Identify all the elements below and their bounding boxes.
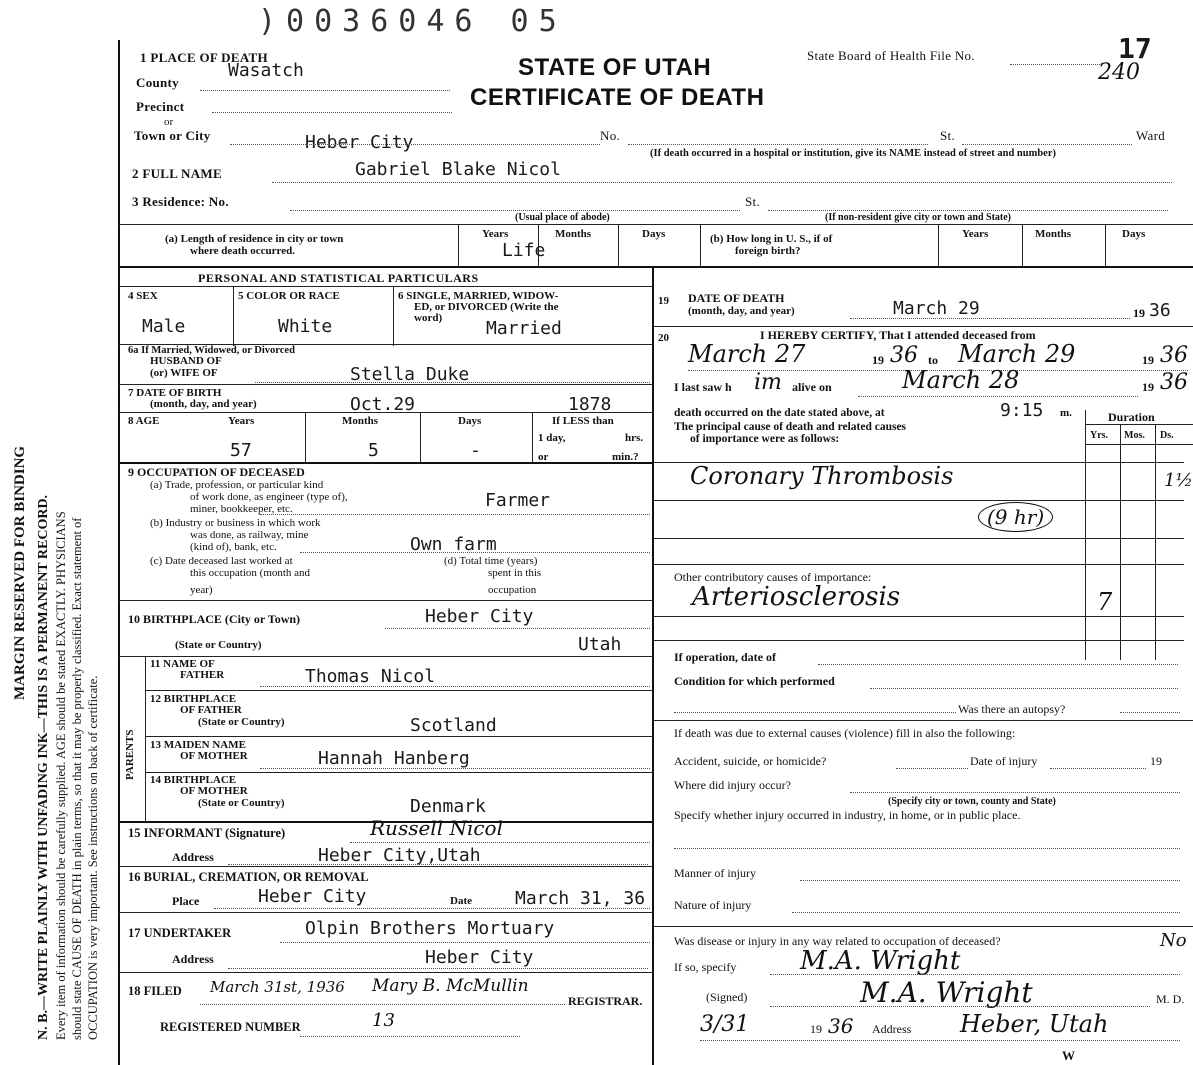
- state-title: STATE OF UTAH: [518, 54, 712, 81]
- autopsy-label: Was there an autopsy?: [958, 702, 1066, 716]
- certify-to-date: March 29: [958, 340, 1076, 368]
- age-years-label: Years: [228, 415, 255, 427]
- file-no-label: State Board of Health File No.: [807, 48, 975, 63]
- st-label: St.: [940, 128, 955, 143]
- mother-label-2: OF MOTHER: [180, 750, 248, 762]
- cause-1: Coronary Thrombosis: [690, 462, 954, 490]
- res-years-label: Years: [482, 228, 509, 240]
- where-note: (Specify city or town, county and State): [888, 796, 1056, 807]
- fbirth-label-3: (State or Country): [198, 716, 285, 728]
- marital-value: Married: [486, 318, 562, 339]
- occ-a-3: miner, bookkeeper, etc.: [190, 503, 293, 515]
- age-label: 8 AGE: [128, 415, 160, 427]
- fbirth-value: Scotland: [410, 715, 497, 736]
- alive-label: alive on: [792, 380, 832, 394]
- registrar-signature: Mary B. McMullin: [372, 976, 529, 996]
- informant-address-label: Address: [172, 850, 214, 864]
- cause-1-note: (9 hr): [978, 502, 1053, 532]
- parents-side-label: PARENTS: [124, 729, 136, 780]
- age-less-1: If LESS than: [552, 415, 614, 427]
- to-year-prefix: 19: [1142, 353, 1154, 367]
- us-label-2: foreign birth?: [735, 245, 801, 257]
- principal-1: The principal cause of death and related causes: [674, 421, 907, 433]
- or-label: or: [164, 116, 174, 128]
- us-years-label: Years: [962, 228, 989, 240]
- occ-a-1: (a) Trade, profession, or particular kind: [150, 479, 324, 491]
- physician-sig-1: M.A. Wright: [800, 946, 961, 976]
- occ-b-3: (kind of), bank, etc.: [190, 541, 277, 553]
- sex-label: 4 SEX: [128, 290, 158, 302]
- ward-label: Ward: [1136, 128, 1166, 143]
- m-label: m.: [1060, 407, 1072, 419]
- death-date-label-2: (month, day, and year): [688, 305, 795, 317]
- county-value: Wasatch: [228, 60, 304, 81]
- occupation-label: 9 OCCUPATION OF DECEASED: [128, 465, 305, 479]
- mother-label-1: 13 MAIDEN NAME: [150, 739, 246, 751]
- occ-d-2: spent in this: [488, 567, 542, 579]
- certify-from-year: 36: [890, 343, 918, 368]
- from-year-prefix: 19: [872, 353, 884, 367]
- town-value: Heber City: [305, 132, 414, 153]
- ds-label: Ds.: [1160, 430, 1174, 441]
- age-less-2: 1 day,: [538, 432, 566, 444]
- reg-no-value: 13: [372, 1010, 395, 1031]
- mother-value: Hannah Hanberg: [318, 748, 470, 769]
- signed-label: (Signed): [706, 990, 748, 1004]
- md-label: M. D.: [1156, 992, 1185, 1006]
- external-label: If death was due to external causes (violence) fill in also the following:: [674, 726, 1016, 740]
- color-value: White: [278, 316, 333, 337]
- abode-note: (Usual place of abode): [515, 212, 610, 223]
- length-label-1: (a) Length of residence in city or town: [165, 233, 344, 245]
- certify-num: 20: [658, 332, 669, 344]
- nature-label: Nature of injury: [674, 898, 752, 912]
- file-no-b: 240: [1098, 60, 1140, 85]
- father-label-1: 11 NAME OF: [150, 658, 215, 670]
- father-label-2: FATHER: [180, 669, 225, 681]
- specify-label: Specify whether injury occurred in industry, in home, or in public place.: [674, 808, 1021, 822]
- marital-label-3: word): [414, 312, 443, 324]
- yrs-label: Yrs.: [1090, 430, 1109, 441]
- injury-year-prefix: 19: [1150, 754, 1162, 768]
- signed-year-prefix: 19: [810, 1022, 822, 1036]
- us-months-label: Months: [1035, 228, 1072, 240]
- informant-label: 15 INFORMANT (Signature): [128, 826, 286, 840]
- age-days-label: Days: [458, 415, 482, 427]
- occ-c-1: (c) Date deceased last worked at: [150, 555, 293, 567]
- burial-date-label: Date: [450, 895, 472, 907]
- accident-label: Accident, suicide, or homicide?: [674, 754, 827, 768]
- occ-a-2: of work done, as engineer (type of),: [190, 491, 348, 503]
- undertaker-value: Olpin Brothers Mortuary: [305, 918, 555, 939]
- hospital-note: (If death occurred in a hospital or institution, give its NAME instead of street and number): [650, 148, 1057, 159]
- occ-b-1: (b) Industry or business in which work: [150, 517, 321, 529]
- full-name-label: 2 FULL NAME: [132, 166, 222, 181]
- marital-label-1: 6 SINGLE, MARRIED, WIDOW-: [398, 290, 559, 302]
- death-year: 36: [1149, 300, 1171, 321]
- length-label-2: where death occurred.: [190, 245, 295, 257]
- mbirth-label-2: OF MOTHER: [180, 785, 248, 797]
- margin-binding-note: MARGIN RESERVED FOR BINDING: [12, 445, 28, 700]
- dob-label-2: (month, day, and year): [150, 398, 257, 410]
- occ-d-3: occupation: [488, 584, 537, 596]
- color-label: 5 COLOR OR RACE: [238, 290, 340, 302]
- physician-sig-2: M.A. Wright: [860, 976, 1033, 1009]
- age-less-min: min.?: [612, 451, 639, 463]
- occ-d-1: (d) Total time (years): [444, 555, 538, 567]
- spouse-label-1: 6a If Married, Widowed, or Divorced: [128, 345, 295, 356]
- occ-a-value: Farmer: [485, 490, 551, 511]
- county-label: County: [136, 75, 179, 90]
- death-num: 19: [658, 295, 669, 307]
- certify-to-label: to: [928, 353, 938, 367]
- burial-place-label: Place: [172, 894, 200, 908]
- death-year-prefix: 19: [1133, 306, 1145, 320]
- spouse-value: Stella Duke: [350, 364, 470, 385]
- undertaker-address: Heber City: [425, 947, 534, 968]
- marital-label-2: ED, or DIVORCED (Write the: [414, 301, 559, 313]
- last-saw-him: im: [754, 370, 782, 395]
- age-less-or: or: [538, 451, 549, 463]
- serial-number: )0036046 05: [258, 4, 567, 39]
- town-label: Town or City: [134, 128, 211, 143]
- contrib-1-dur: 7: [1097, 588, 1113, 616]
- us-label-1: (b) How long in U. S., if of: [710, 233, 833, 245]
- age-months-value: 5: [368, 440, 379, 461]
- occupation-related-answer: No: [1160, 930, 1187, 951]
- margin-instructions-2: should state CAUSE OF DEATH in plain terms, so that it may be properly classified. Exact statement of: [70, 517, 84, 1040]
- certify-to-year: 36: [1160, 343, 1188, 368]
- signed-date: 3/31: [700, 1012, 750, 1037]
- manner-label: Manner of injury: [674, 866, 756, 880]
- last-saw-label: I last saw h: [674, 380, 732, 394]
- filed-date: March 31st, 1936: [210, 978, 345, 996]
- certify-text: I HEREBY CERTIFY, That I attended deceased from: [760, 328, 1036, 342]
- birthplace-state: Utah: [578, 634, 622, 655]
- birthplace-label: 10 BIRTHPLACE (City or Town): [128, 612, 301, 626]
- father-value: Thomas Nicol: [305, 666, 436, 687]
- age-days-value: -: [470, 440, 481, 461]
- certificate-title: CERTIFICATE OF DEATH: [470, 84, 765, 111]
- last-saw-year-prefix: 19: [1142, 380, 1154, 394]
- spouse-label-2: HUSBAND OF: [150, 355, 222, 367]
- occupation-related-label: Was disease or injury in any way related to occupation of deceased?: [674, 934, 1001, 948]
- undertaker-label: 17 UNDERTAKER: [128, 926, 232, 940]
- age-years-value: 57: [230, 440, 252, 461]
- file-no-a: 17: [1118, 32, 1152, 65]
- principal-2: of importance were as follows:: [690, 433, 840, 445]
- reg-no-label: REGISTERED NUMBER: [160, 1020, 301, 1034]
- sex-value: Male: [142, 316, 186, 337]
- injury-date-label: Date of injury: [970, 754, 1038, 768]
- registrar-label: REGISTRAR.: [568, 994, 643, 1008]
- us-days-label: Days: [1122, 228, 1146, 240]
- burial-place: Heber City: [258, 886, 367, 907]
- full-name-value: Gabriel Blake Nicol: [355, 159, 561, 180]
- mos-label: Mos.: [1124, 430, 1145, 441]
- occ-b-2: was done, as railway, mine: [190, 529, 309, 541]
- physician-address: Heber, Utah: [960, 1010, 1109, 1038]
- residence-st-label: St.: [745, 194, 760, 209]
- spouse-label-3: (or) WIFE OF: [150, 367, 218, 379]
- no-label: No.: [600, 128, 621, 143]
- margin-instructions-1: Every item of information should be carefully supplied. AGE should be stated EXACTLY. PHYSICIANS: [54, 511, 68, 1040]
- operation-date-label: If operation, date of: [674, 650, 776, 664]
- burial-date: March 31, 36: [515, 888, 646, 909]
- res-days-label: Days: [642, 228, 666, 240]
- birthplace-state-label: (State or Country): [175, 639, 262, 651]
- contrib-1: Arteriosclerosis: [692, 582, 901, 612]
- burial-label: 16 BURIAL, CREMATION, OR REMOVAL: [128, 870, 369, 884]
- mbirth-value: Denmark: [410, 796, 486, 817]
- margin-permanent-record-note: N. B.—WRITE PLAINLY WITH UNFADING INK—THIS IS A PERMANENT RECORD.: [36, 494, 51, 1040]
- mbirth-label-3: (State or Country): [198, 797, 285, 809]
- death-time: 9:15: [1000, 400, 1044, 421]
- where-label: Where did injury occur?: [674, 778, 791, 792]
- occurred-label: death occurred on the date stated above, at: [674, 407, 885, 419]
- res-years-value: Life: [502, 240, 546, 261]
- residence-label: 3 Residence: No.: [132, 194, 229, 209]
- physician-address-label: Address: [872, 1022, 912, 1036]
- place-of-death-label: 1 PLACE OF DEATH: [140, 50, 268, 65]
- last-saw-year: 36: [1160, 370, 1188, 395]
- birthplace-city: Heber City: [425, 606, 534, 627]
- duration-label: Duration: [1108, 410, 1155, 424]
- fbirth-label-1: 12 BIRTHPLACE: [150, 693, 237, 705]
- occ-c-3: year): [190, 584, 213, 596]
- w-mark: W: [1062, 1048, 1075, 1063]
- condition-label: Condition for which performed: [674, 674, 835, 688]
- fbirth-label-2: OF FATHER: [180, 704, 242, 716]
- nonres-note: (If non-resident give city or town and State): [825, 212, 1012, 223]
- last-saw-date: March 28: [902, 366, 1020, 394]
- dob-year: 1878: [568, 394, 612, 415]
- age-months-label: Months: [342, 415, 379, 427]
- occ-b-value: Own farm: [410, 534, 497, 555]
- precinct-label: Precinct: [136, 99, 185, 114]
- informant-address: Heber City,Utah: [318, 845, 481, 866]
- informant-signature: Russell Nicol: [370, 816, 503, 840]
- signed-year: 36: [828, 1014, 854, 1038]
- occ-c-2: this occupation (month and: [190, 567, 311, 579]
- personal-heading: PERSONAL AND STATISTICAL PARTICULARS: [198, 271, 479, 285]
- undertaker-address-label: Address: [172, 952, 214, 966]
- death-date-value: March 29: [893, 298, 980, 319]
- margin-instructions-3: OCCUPATION is very important. See instructions on back of certificate.: [86, 675, 100, 1040]
- death-date-label-1: DATE OF DEATH: [688, 291, 785, 305]
- dob-label-1: 7 DATE OF BIRTH: [128, 387, 222, 399]
- certify-from-date: March 27: [688, 340, 806, 368]
- res-months-label: Months: [555, 228, 592, 240]
- dob-value: Oct.29: [350, 394, 416, 415]
- filed-label: 18 FILED: [128, 984, 182, 998]
- age-less-hrs: hrs.: [625, 432, 644, 444]
- contrib-label: Other contributory causes of importance:: [674, 570, 872, 584]
- if-so-label: If so, specify: [674, 960, 737, 974]
- mbirth-label-1: 14 BIRTHPLACE: [150, 774, 237, 786]
- cause-1-dur: 1½: [1164, 470, 1193, 491]
